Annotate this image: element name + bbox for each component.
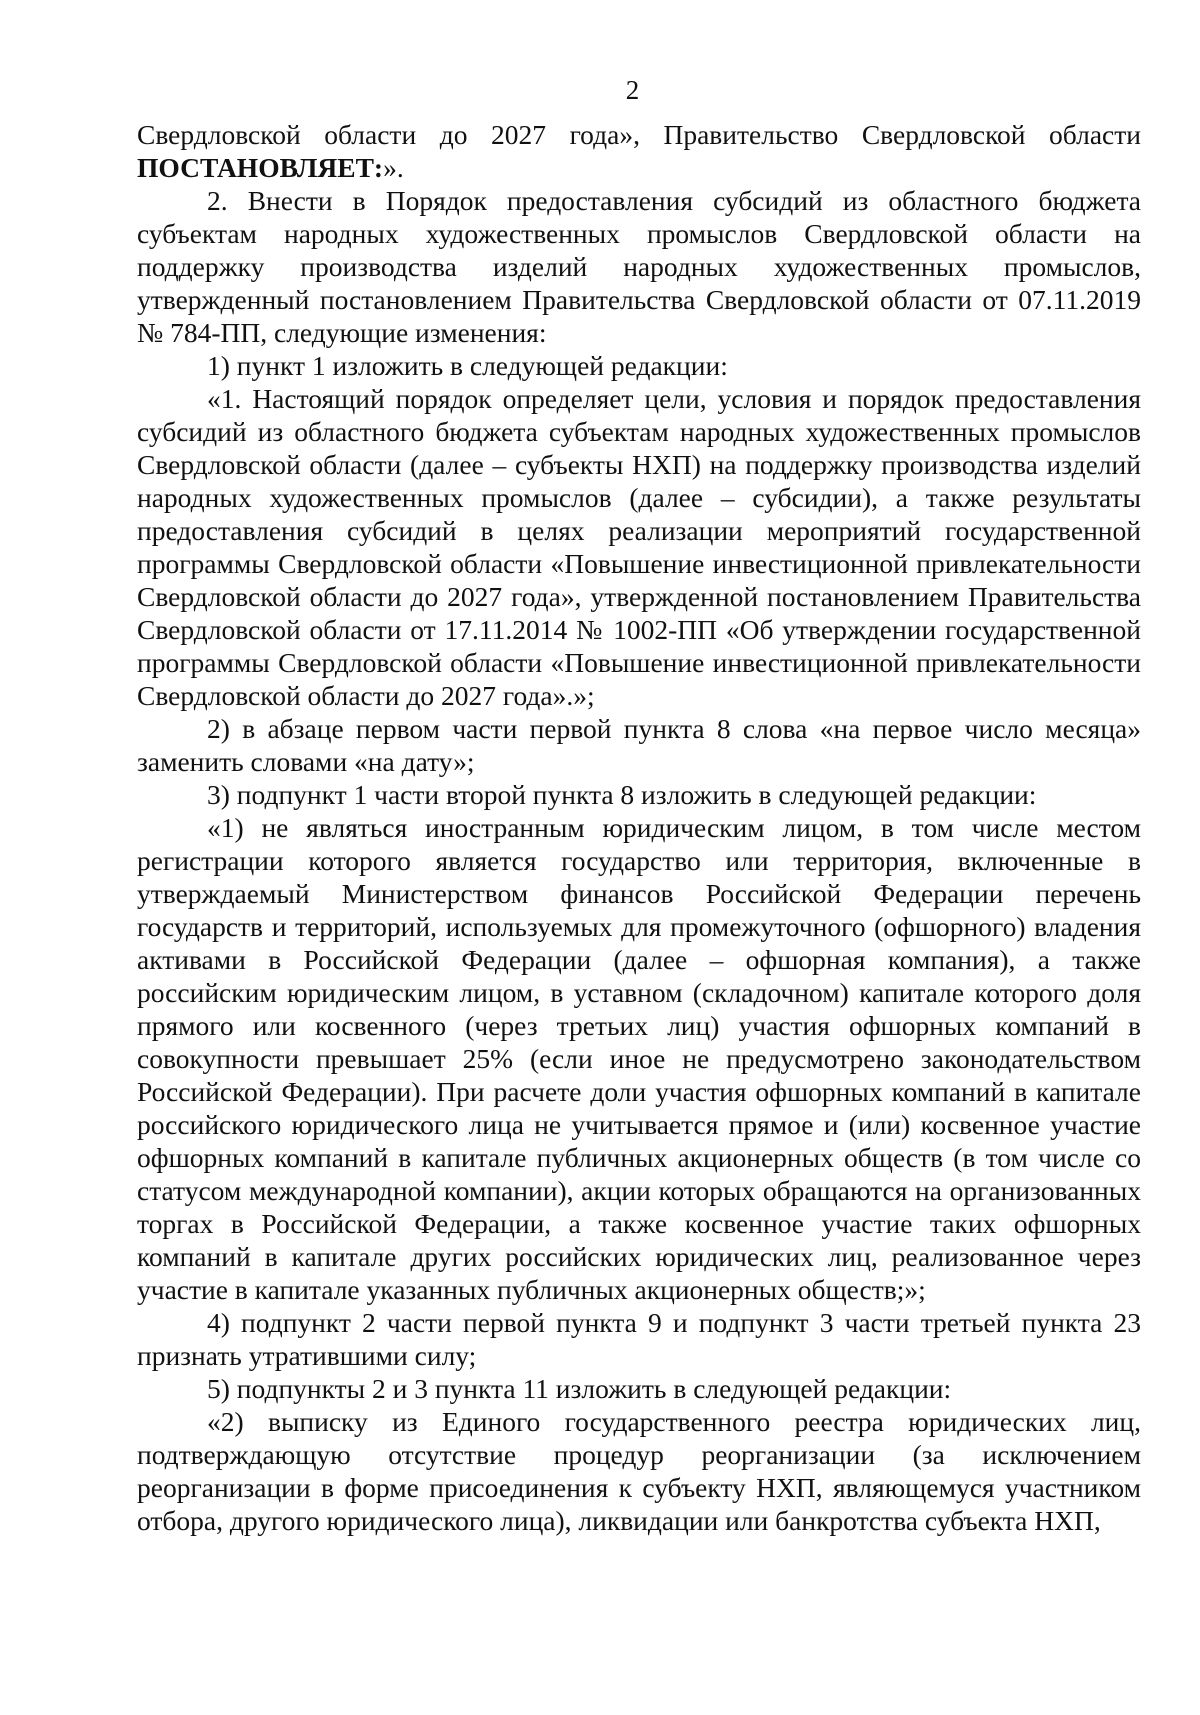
paragraph-subitem-2: 2) в абзаце первом части первой пункта 8 слова «на первое число месяца» заменить словами «на дату»; (137, 713, 1141, 777)
paragraph-quote-2: «2) выписку из Единого государственного реестра юридических лиц, подтверждающую отсутствие процедур реорганизации (за исключением реорганизации в форме присоединения к субъекту НХП, являющемуся участником отбора, другого юридического лица), ликвидации или банкротства субъекта НХП, (137, 1406, 1141, 1536)
paragraph-quote-1: «1. Настоящий порядок определяет цели, условия и порядок предоставления субсидий из областного бюджета субъектам народных художественных промыслов Свердловской области (далее – субъекты НХП) на поддержку производства изделий народных художественных промыслов (далее – субсидии), а также результаты предоставления субсидий в целях реализации мероприятий государственной программы Свердловской области «Повышение инвестиционной привлекательности Свердловской области до 2027 года», утвержденной постановлением Правительства Свердловской области от 17.11.2014 № 1002-ПП «Об утверждении государственной программы Свердловской области «Повышение инвестиционной привлекательности Свердловской области до 2027 года».»; (137, 383, 1141, 711)
page-number: 2 (625, 75, 640, 105)
paragraph-subitem-5: 5) подпункты 2 и 3 пункта 11 изложить в следующей редакции: (207, 1373, 952, 1404)
paragraph-quote-offshore: «1) не являться иностранным юридическим лицом, в том числе местом регистрации которого является государство или территория, включенные в утверждаемый Министерством финансов Российской Федерации перечень государств и территорий, используемых для промежуточного (офшорного) владения активами в Российской Федерации (далее – офшорная компания), а также российским юридическим лицом, в уставном (складочном) капитале которого доля прямого или косвенного (через третьих лиц) участия офшорных компаний в совокупности превышает 25% (если иное не предусмотрено законодательством Российской Федерации). При расчете доли участия офшорных компаний в капитале российского юридического лица не учитывается прямое и (или) косвенное участие офшорных компаний в капитале публичных акционерных обществ (в том числе со статусом международной компании), акции которых обращаются на организованных торгах в Российской Федерации, а также косвенное участие таких офшорных компаний в капитале других российских юридических лиц, реализованное через участие в капитале указанных публичных акционерных обществ;»; (137, 812, 1141, 1305)
paragraph-subitem-1: 1) пункт 1 изложить в следующей редакции: (207, 350, 728, 381)
paragraph-item-2: 2. Внести в Порядок предоставления субсидий из областного бюджета субъектам народных художественных промыслов Свердловской области на поддержку производства изделий народных художественных промыслов, утвержденный постановлением Правительства Свердловской области от 07.11.2019 № 784-ПП, следующие изменения: (137, 185, 1141, 348)
paragraph-tail: ». (383, 152, 404, 183)
paragraph-lead: Свердловской области до 2027 года», Правительство Свердловской области (137, 119, 1141, 150)
paragraph-subitem-4: 4) подпункт 2 части первой пункта 9 и подпункт 3 части третьей пункта 23 признать утратившими силу; (137, 1307, 1141, 1371)
decree-keyword: ПОСТАНОВЛЯЕТ: (137, 152, 384, 183)
paragraph-continuation (137, 118, 1141, 184)
document-body (137, 118, 1141, 1537)
paragraph-subitem-3: 3) подпункт 1 части второй пункта 8 изложить в следующей редакции: (207, 779, 1037, 810)
